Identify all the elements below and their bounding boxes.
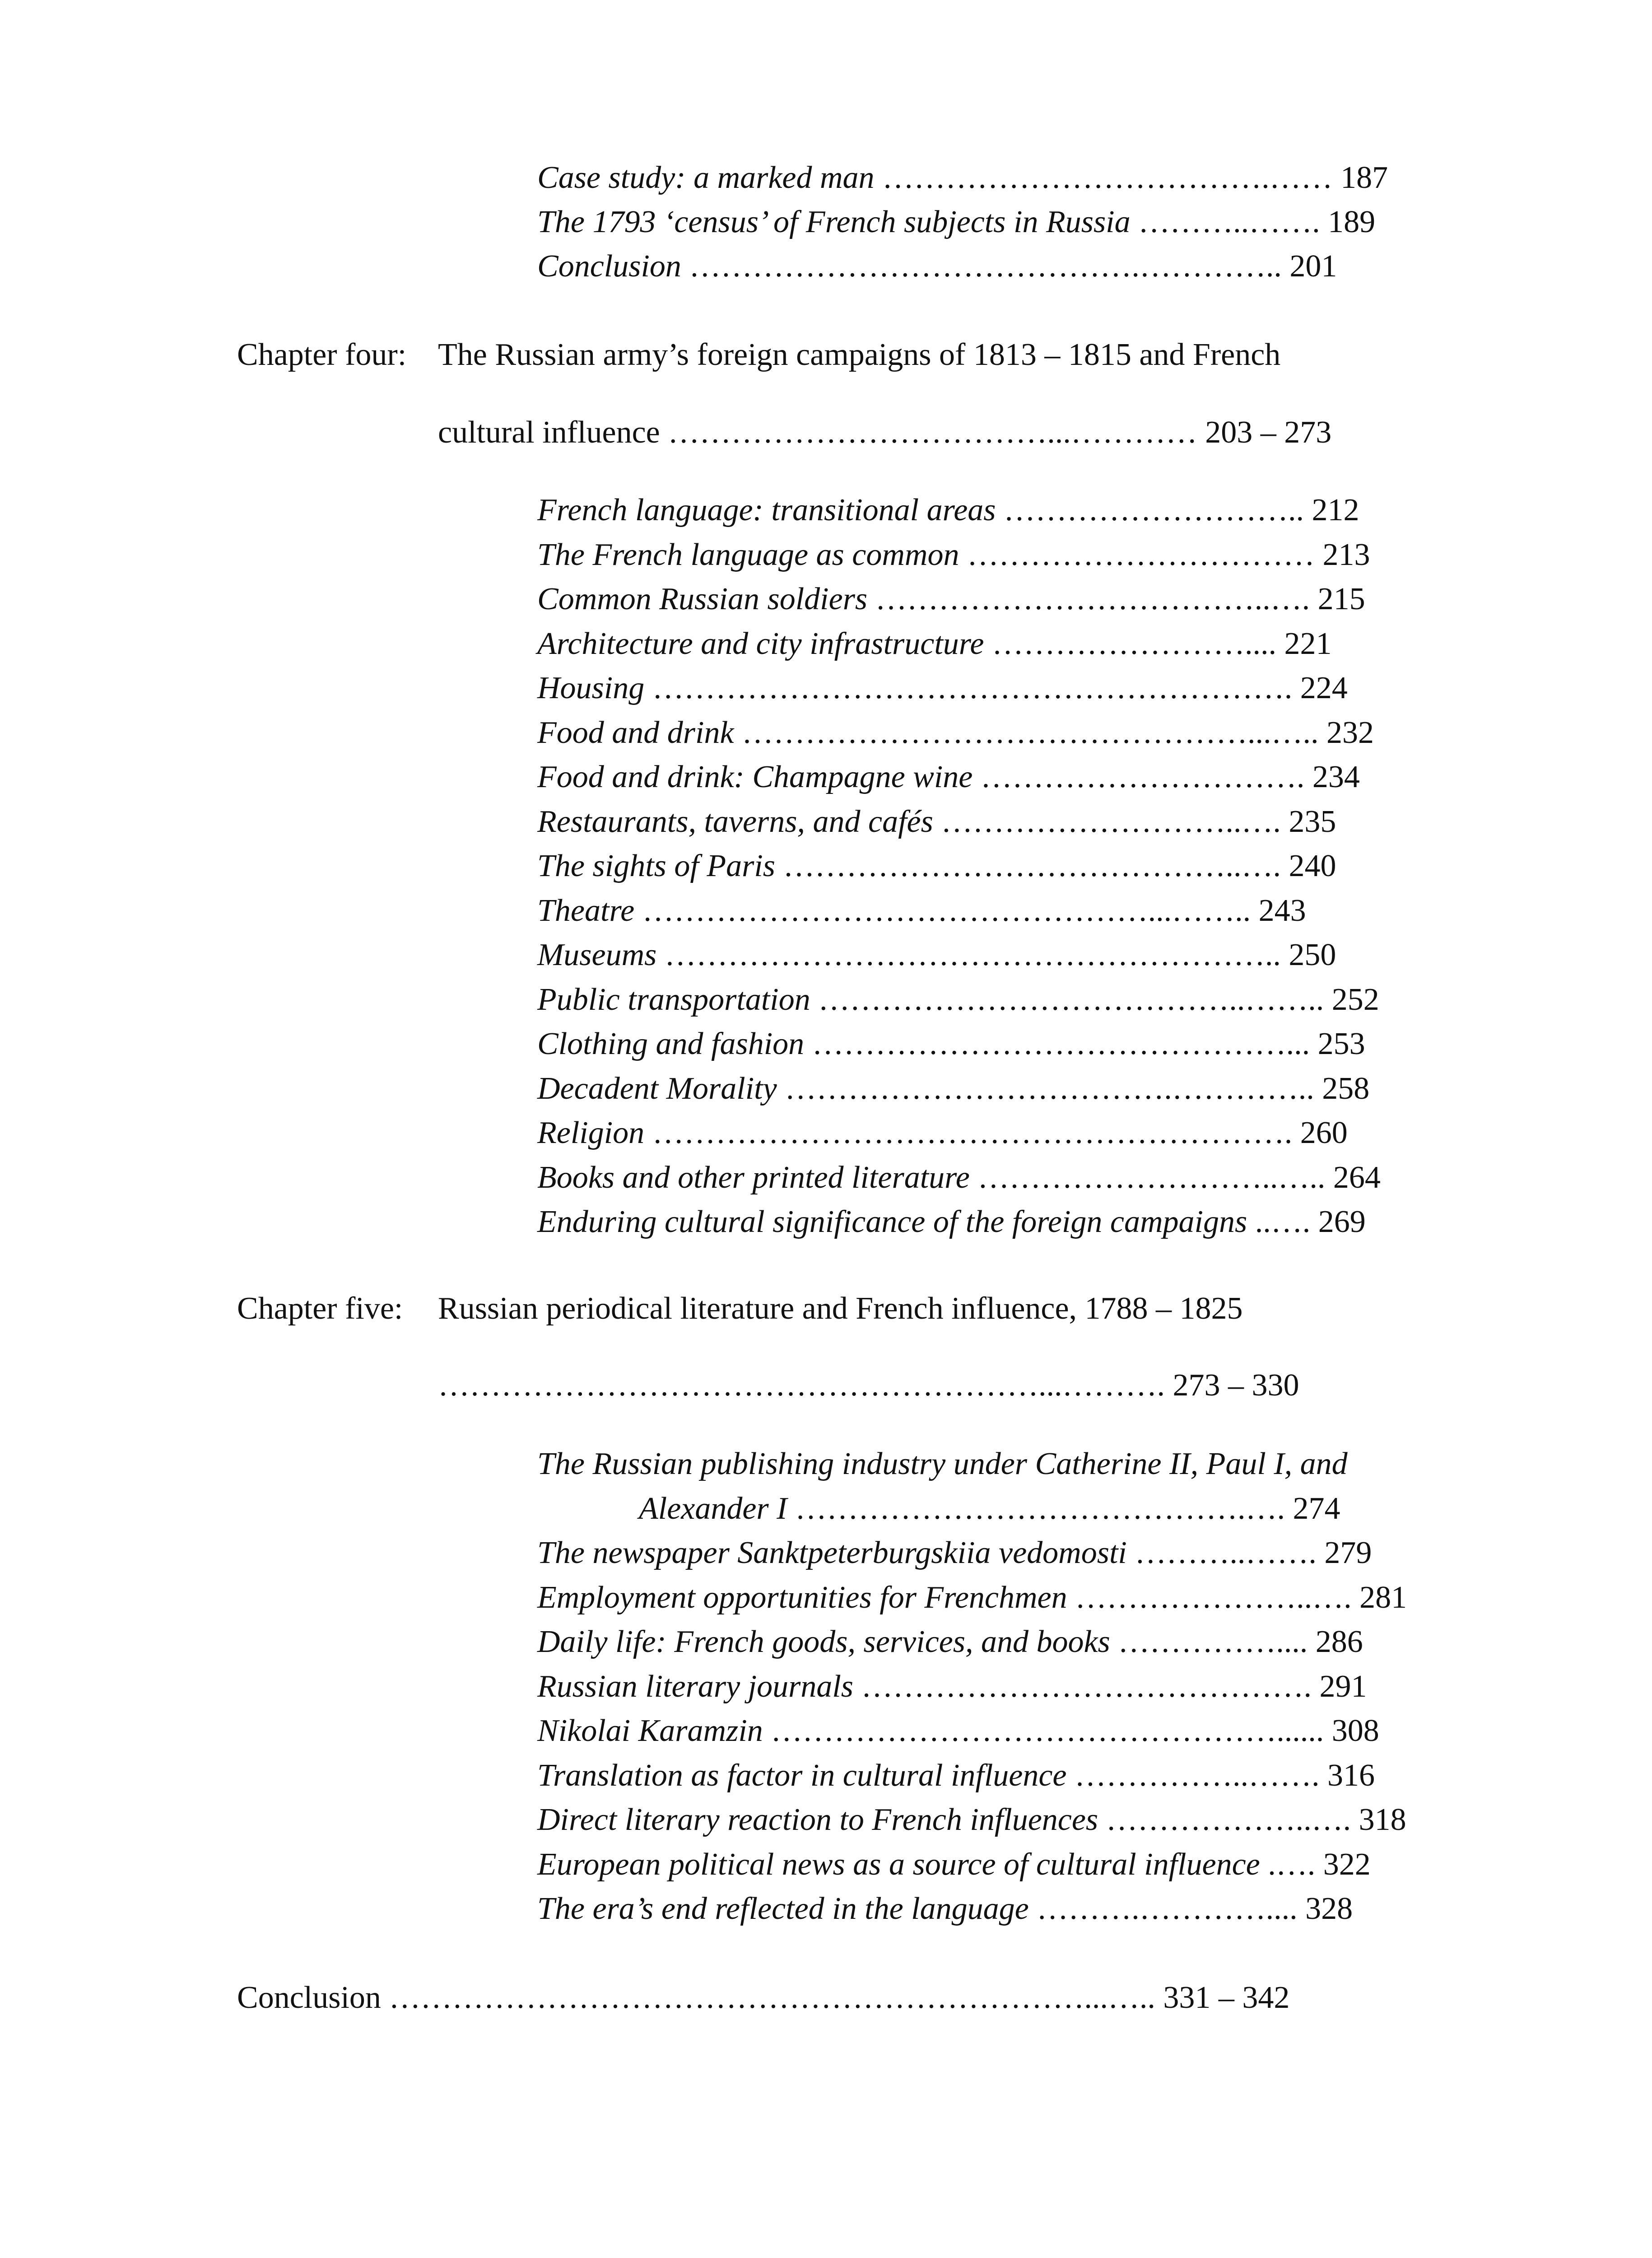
entry-title: Books and other printed literature	[537, 1160, 970, 1195]
entry-title: Public transportation	[537, 982, 810, 1017]
entry-page: 291	[1319, 1669, 1367, 1704]
entry-leader: …………………………………………………..	[664, 938, 1281, 972]
toc-entry	[537, 1114, 1348, 1152]
entry-title: Employment opportunities for Frenchmen	[537, 1580, 1067, 1615]
entry-title: The newspaper Sanktpeterburgskiia vedomosti	[537, 1535, 1127, 1570]
toc-entry	[537, 1203, 1366, 1241]
entry-leader: ………………………..….	[941, 804, 1281, 839]
entry-leader: ………………………………………...	[812, 1026, 1310, 1061]
entry-page: 328	[1305, 1891, 1353, 1926]
entry-page: 232	[1326, 715, 1374, 750]
entry-page: 215	[1317, 582, 1365, 616]
toc-entry	[537, 1712, 1379, 1750]
toc-conclusion	[237, 1979, 1289, 2017]
toc-entry	[537, 247, 1337, 285]
chapter-title-continued	[438, 1367, 1299, 1404]
entry-leader: …………………………………………...……..	[642, 893, 1251, 928]
chapter-title: The Russian army’s foreign campaigns of 1813 – 1815 and French	[438, 337, 1281, 372]
entry-page: 201	[1289, 249, 1337, 284]
entry-leader: ……………..…….	[1075, 1758, 1320, 1793]
entry-leader: …………………………………….….	[795, 1491, 1285, 1526]
entry-leader: ……………………………	[967, 537, 1315, 572]
entry-title: Clothing and fashion	[537, 1026, 805, 1061]
entry-leader: …………………………………………...…..	[742, 715, 1319, 750]
conclusion-pages: 331 – 342	[1163, 1980, 1290, 2015]
entry-leader: ……………………………….…………..	[785, 1071, 1314, 1106]
toc-entry	[537, 847, 1336, 885]
entry-leader: ………………………………..….	[875, 582, 1310, 616]
toc-entry	[537, 203, 1375, 241]
entry-page: 187	[1340, 160, 1388, 195]
entry-page: 252	[1331, 982, 1379, 1017]
entry-leader: ………………………..	[1004, 493, 1304, 527]
entry-leader: ……….…………....	[1037, 1891, 1298, 1926]
entry-leader: ………..…….	[1138, 205, 1320, 239]
entry-page: 212	[1312, 493, 1359, 527]
entry-leader: …………………………………..……..	[818, 982, 1324, 1017]
entry-title: Decadent Morality	[537, 1071, 777, 1106]
entry-page: 224	[1300, 671, 1348, 705]
entry-title: Food and drink	[537, 715, 734, 750]
entry-leader: …………………………………………………...……….	[438, 1368, 1165, 1403]
chapter-label: Chapter four:	[237, 337, 407, 372]
entry-page: 189	[1328, 205, 1376, 239]
entry-page: 243	[1258, 893, 1306, 928]
entry-page: 274	[1293, 1491, 1340, 1526]
entry-leader: ………………………….	[980, 760, 1305, 794]
toc-entry	[537, 1534, 1372, 1572]
toc-entry	[537, 1579, 1407, 1617]
entry-page: 235	[1289, 804, 1336, 839]
entry-title: Direct literary reaction to French influences	[537, 1802, 1098, 1837]
toc-entry	[537, 159, 1388, 197]
toc-entry	[537, 1890, 1353, 1928]
entry-leader: …………………………………………………….	[652, 1115, 1293, 1150]
chapter-title-continued	[438, 414, 1331, 452]
entry-title: Daily life: French goods, services, and books	[537, 1624, 1110, 1659]
entry-page: 281	[1359, 1580, 1407, 1615]
entry-title: Theatre	[537, 893, 635, 928]
entry-title: Conclusion	[537, 249, 681, 284]
entry-page: 279	[1324, 1535, 1372, 1570]
entry-leader: ..….	[1255, 1204, 1311, 1239]
entry-leader: .….	[1268, 1847, 1316, 1882]
entry-leader: ……………………………….……	[882, 160, 1333, 195]
chapter-pages: 203 – 273	[1205, 415, 1332, 450]
entry-page: 240	[1289, 849, 1336, 883]
toc-entry	[537, 625, 1332, 663]
entry-title: Food and drink: Champagne wine	[537, 760, 973, 794]
entry-title: The French language as common	[537, 537, 959, 572]
toc-entry	[537, 1445, 1348, 1483]
toc-entry	[537, 1070, 1369, 1108]
entry-leader: ……………....	[1118, 1624, 1308, 1659]
entry-page: 260	[1300, 1115, 1348, 1150]
entry-leader: ……………………....	[992, 626, 1277, 661]
toc-entry	[537, 803, 1336, 841]
toc-entry	[537, 491, 1359, 529]
entry-page: 250	[1289, 938, 1336, 972]
entry-page: 264	[1333, 1160, 1381, 1195]
entry-leader: ………..…….	[1135, 1535, 1317, 1570]
entry-page: 269	[1318, 1204, 1366, 1239]
entry-title: Common Russian soldiers	[537, 582, 868, 616]
chapter-title-line2: cultural influence	[438, 415, 660, 450]
entry-leader: …………………………………….	[861, 1669, 1312, 1704]
entry-page: 322	[1323, 1847, 1371, 1882]
entry-title: The Russian publishing industry under Catherine II, Paul I, and	[537, 1446, 1348, 1481]
toc-entry	[537, 1668, 1367, 1706]
toc-entry	[639, 1490, 1340, 1528]
entry-leader: …………………………………………………………...…..	[389, 1980, 1155, 2015]
entry-page: 286	[1315, 1624, 1363, 1659]
toc-entry	[537, 936, 1336, 974]
entry-leader: …………………..….	[1075, 1580, 1352, 1615]
entry-page: 221	[1284, 626, 1332, 661]
entry-page: 253	[1317, 1026, 1365, 1061]
entry-leader: ………………………..…..	[977, 1160, 1326, 1195]
toc-entry	[537, 669, 1348, 707]
entry-leader: ………………..….	[1106, 1802, 1351, 1837]
entry-title: Enduring cultural significance of the foreign campaigns	[537, 1204, 1247, 1239]
toc-entry	[537, 580, 1365, 618]
entry-title: Nikolai Karamzin	[537, 1713, 763, 1748]
entry-title: The sights of Paris	[537, 849, 776, 883]
toc-entry	[537, 1025, 1365, 1063]
entry-title: French language: transitional areas	[537, 493, 996, 527]
toc-entry	[537, 1801, 1406, 1839]
entry-title: Alexander I	[639, 1491, 787, 1526]
toc-entry	[537, 1623, 1363, 1661]
entry-page: 258	[1322, 1071, 1370, 1106]
chapter-label: Chapter five:	[237, 1291, 403, 1326]
toc-entry	[537, 981, 1379, 1019]
conclusion-label: Conclusion	[237, 1980, 381, 2015]
entry-title: Architecture and city infrastructure	[537, 626, 984, 661]
entry-title: Religion	[537, 1115, 645, 1150]
entry-leader: ……………………………………..….	[783, 849, 1281, 883]
entry-title: Museums	[537, 938, 657, 972]
entry-page: 234	[1312, 760, 1360, 794]
entry-page: 316	[1327, 1758, 1375, 1793]
entry-title: Case study: a marked man	[537, 160, 875, 195]
toc-entry	[537, 714, 1374, 752]
entry-page: 213	[1322, 537, 1370, 572]
entry-leader: …………………………………………......	[771, 1713, 1324, 1748]
toc-entry	[537, 1159, 1381, 1197]
entry-page: 308	[1331, 1713, 1379, 1748]
chapter-pages: 273 – 330	[1173, 1368, 1299, 1403]
toc-entry	[537, 536, 1370, 574]
entry-title: Housing	[537, 671, 645, 705]
entry-title: The era’s end reflected in the language	[537, 1891, 1029, 1926]
toc-entry	[537, 758, 1360, 796]
entry-title: Restaurants, taverns, and cafés	[537, 804, 933, 839]
toc-entry	[537, 1757, 1375, 1795]
entry-leader: …………………………………………………….	[652, 671, 1293, 705]
entry-title: The 1793 ‘census’ of French subjects in Russia	[537, 205, 1131, 239]
entry-title: Translation as factor in cultural influence	[537, 1758, 1067, 1793]
toc-entry	[537, 1846, 1371, 1884]
entry-title: Russian literary journals	[537, 1669, 854, 1704]
entry-leader: ………………………………...…………	[668, 415, 1197, 450]
toc-entry	[537, 892, 1306, 930]
chapter-title: Russian periodical literature and French influence, 1788 – 1825	[438, 1291, 1243, 1326]
entry-title: European political news as a source of cultural influence	[537, 1847, 1260, 1882]
entry-page: 318	[1359, 1802, 1406, 1837]
entry-leader: …………………………………….…………..	[689, 249, 1282, 284]
